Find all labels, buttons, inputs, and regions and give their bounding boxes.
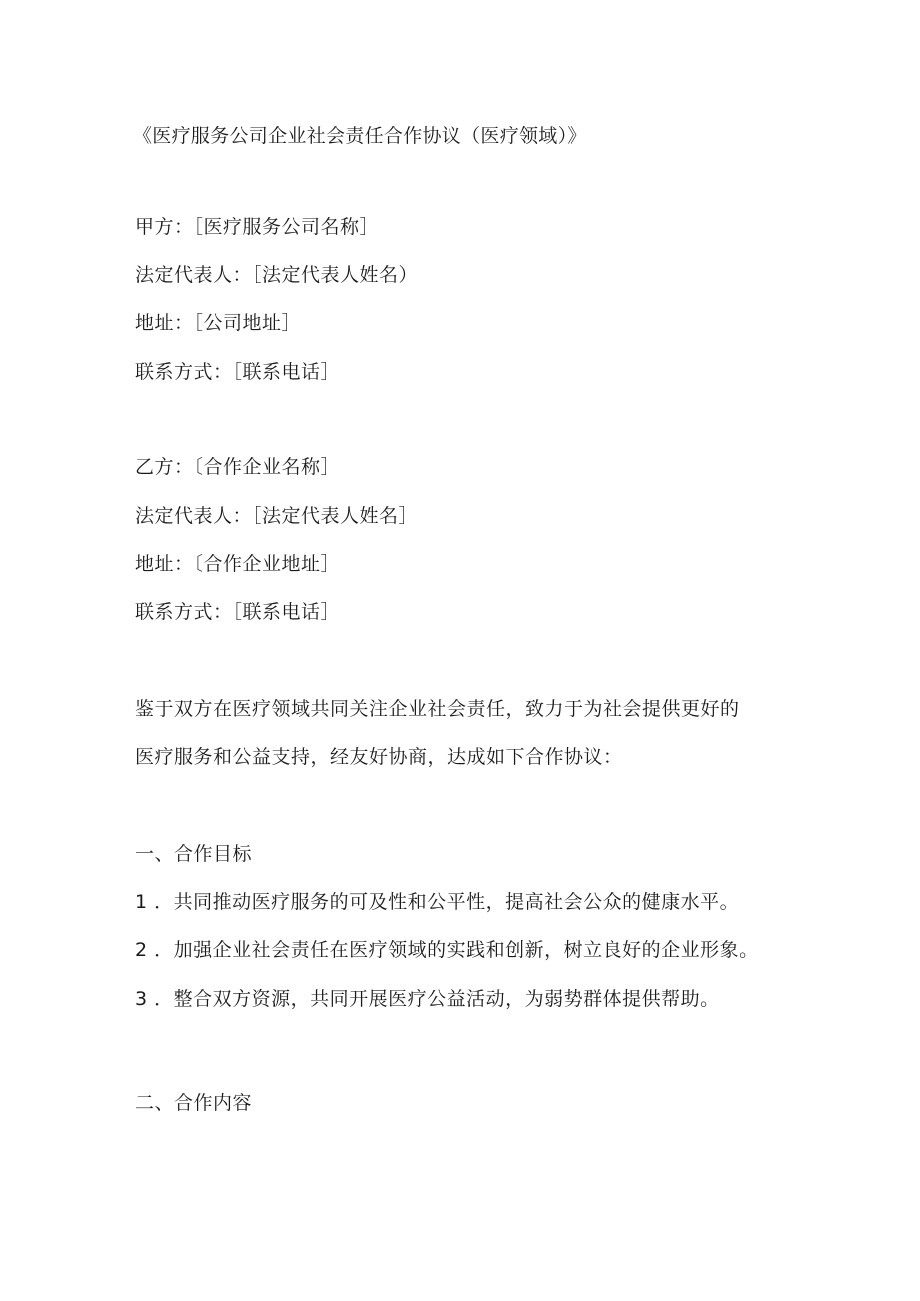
- section1-item-3: 3 ．整合双方资源，共同开展医疗公益活动，为弱势群体提供帮助。: [135, 988, 720, 1010]
- party-b-representative: 法定代表人：［法定代表人姓名］: [135, 505, 419, 527]
- party-b-address: 地址：〔合作企业地址］: [135, 553, 341, 575]
- section1-heading: 一、合作目标: [135, 843, 253, 865]
- party-a-name: 甲方：［医疗服务公司名称］: [135, 216, 380, 238]
- section1-item-1: 1 ．共同推动医疗服务的可及性和公平性，提高社会公众的健康水平。: [135, 891, 740, 913]
- section1-item-2: 2 ．加强企业社会责任在医疗领域的实践和创新，树立良好的企业形象。: [135, 939, 759, 961]
- party-a-representative: 法定代表人：［法定代表人姓名）: [135, 264, 419, 286]
- preamble-line-1: 鉴于双方在医疗领域共同关注企业社会责任，致力于为社会提供更好的: [135, 698, 740, 720]
- section2-heading: 二、合作内容: [135, 1092, 253, 1114]
- party-b-contact: 联系方式：［联系电话］: [135, 601, 341, 623]
- document-title: 《医疗服务公司企业社会责任合作协议（医疗领域）》: [133, 125, 587, 147]
- preamble-line-2: 医疗服务和公益支持，经友好协商，达成如下合作协议：: [135, 746, 623, 768]
- party-a-contact: 联系方式：［联系电话］: [135, 361, 341, 383]
- party-a-address: 地址：［公司地址］: [135, 312, 302, 334]
- party-b-name: 乙方：〔合作企业名称］: [135, 456, 341, 478]
